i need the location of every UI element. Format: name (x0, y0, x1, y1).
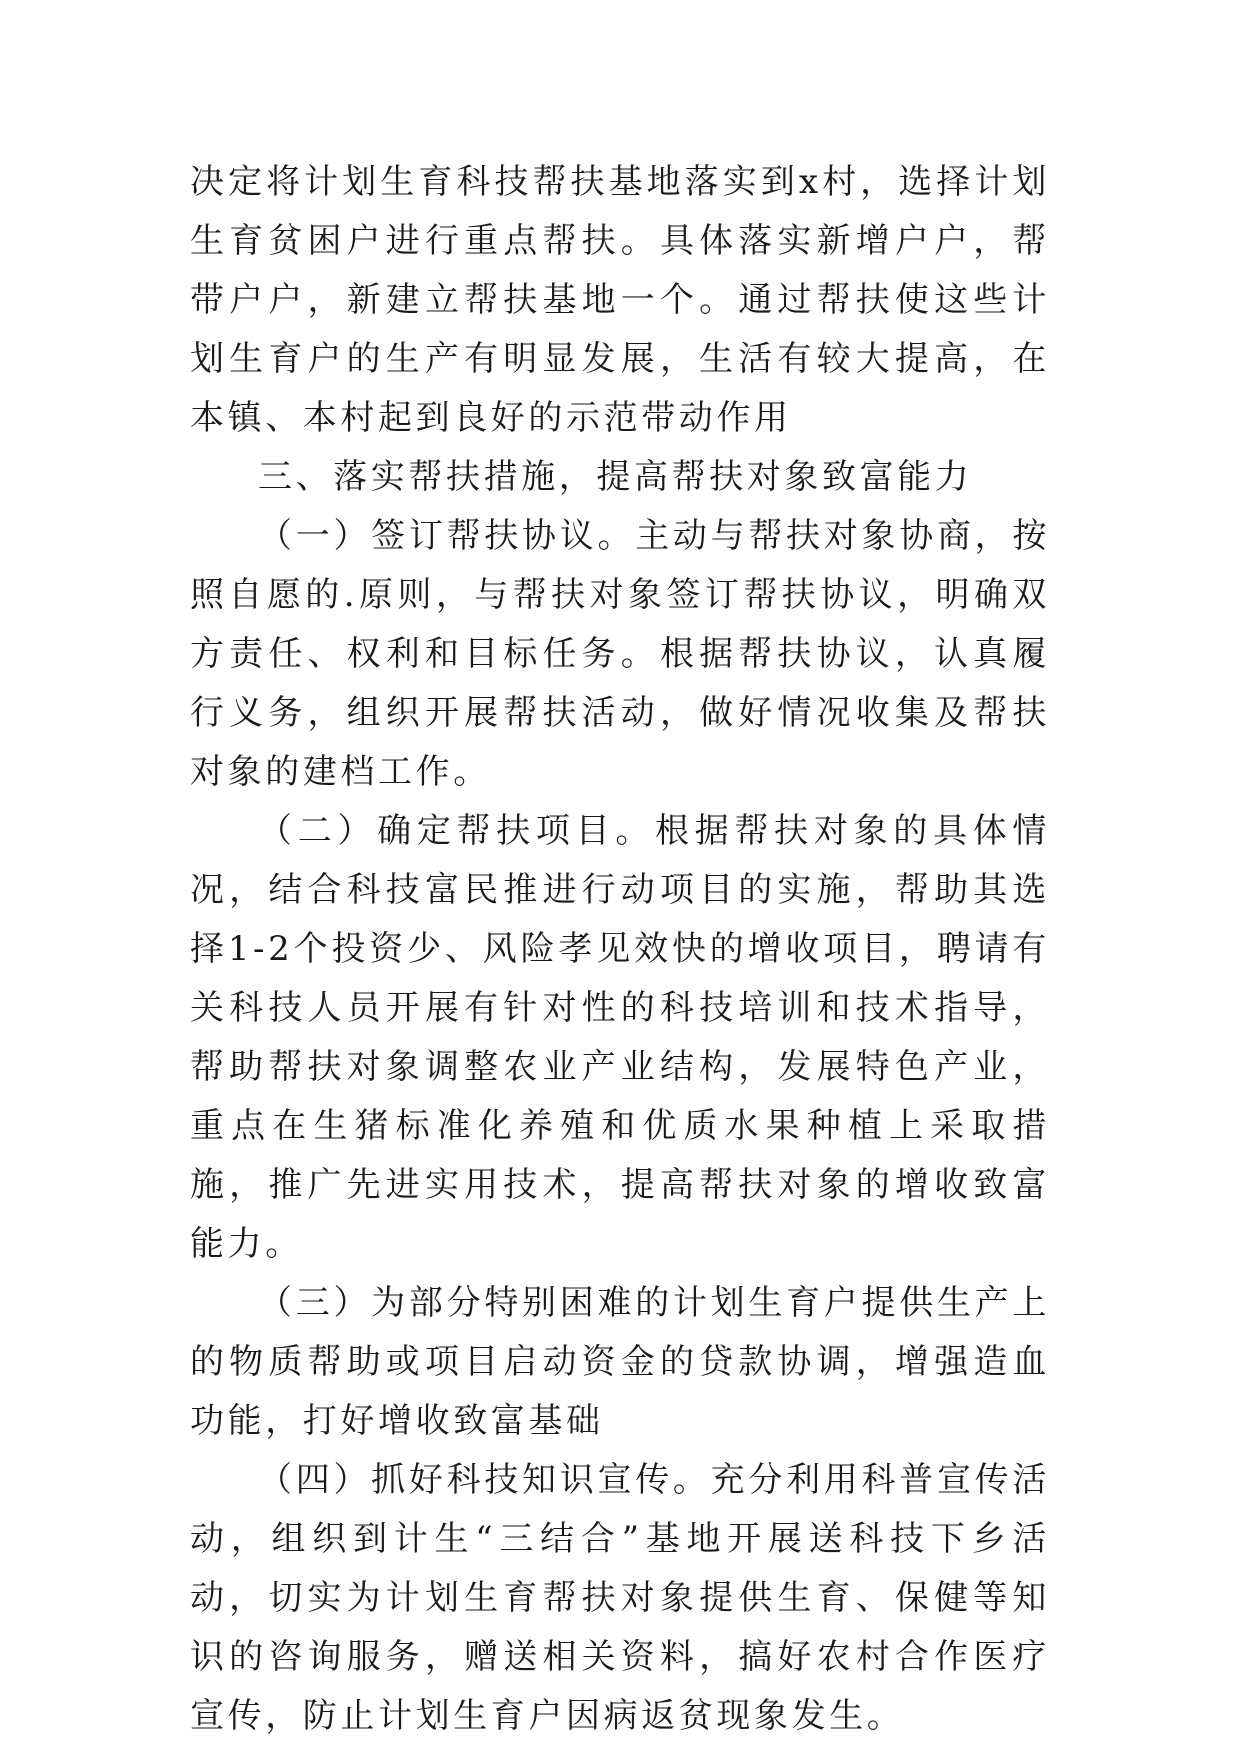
paragraph-determine-projects: （二）确定帮扶项目。根据帮扶对象的具体情况，结合科技富民推进行动项目的实施，帮助其选择1-2个投资少、风险孝见效快的增收项目，聘请有关科技人员开展有针对性的科技培训和技术指导，帮助帮扶对象调整农业产业结构，发展特色产业，重点在生猪标准化养殖和优质水果种植上采取措施，推广先进实用技术，提高帮扶对象的增收致富能力。 (190, 811, 1050, 1264)
section-heading-measures: 三、落实帮扶措施，提高帮扶对象致富能力 (258, 457, 973, 497)
paragraph-knowledge-publicity: （四）抓好科技知识宣传。充分利用科普宣传活动，组织到计生“三结合”基地开展送科技下乡活动，切实为计划生育帮扶对象提供生育、保健等知识的咨询服务，赠送相关资料，搞好农村合作医疗宣传，防止计划生育户因病返贫现象发生。 (190, 1460, 1050, 1736)
paragraph-material-help: （三）为部分特别困难的计划生育户提供生产上的物质帮助或项目启动资金的贷款协调，增强造血功能，打好增收致富基础 (190, 1283, 1050, 1441)
document-body (190, 153, 1050, 1746)
paragraph-base-location: 决定将计划生育科技帮扶基地落实到x村，选择计划生育贫困户进行重点帮扶。具体落实新增户户，帮带户户，新建立帮扶基地一个。通过帮扶使这些计划生育户的生产有明显发展，生活有较大提高，在本镇、本村起到良好的示范带动作用 (190, 162, 1050, 438)
paragraph-sign-agreement: （一）签订帮扶协议。主动与帮扶对象协商，按照自愿的.原则，与帮扶对象签订帮扶协议，明确双方责任、权利和目标任务。根据帮扶协议，认真履行义务，组织开展帮扶活动，做好情况收集及帮扶对象的建档工作。 (190, 516, 1050, 792)
